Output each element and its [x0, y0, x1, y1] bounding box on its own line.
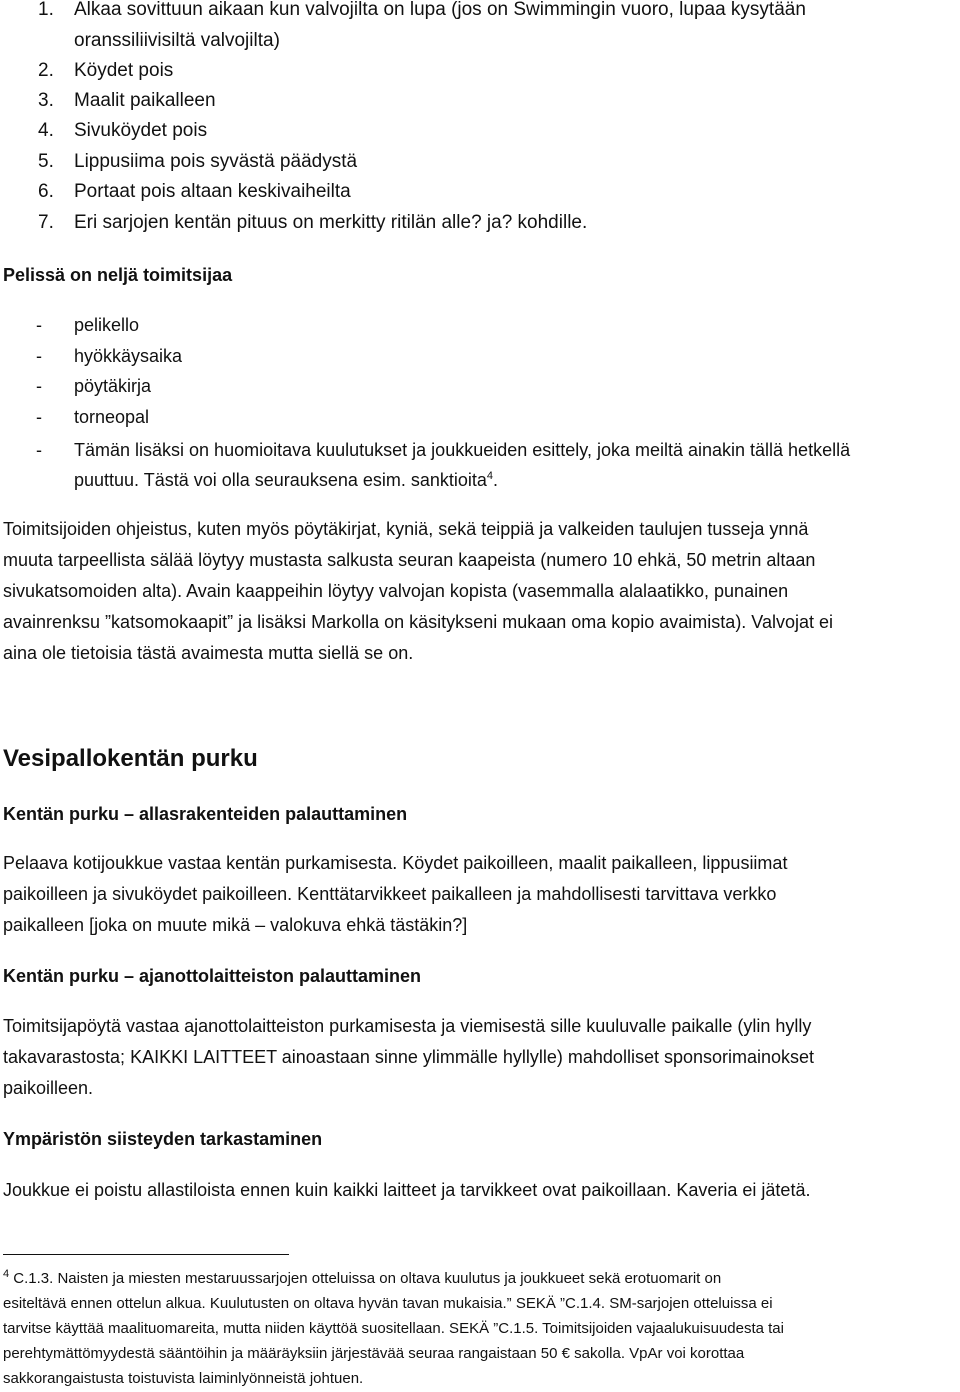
trailing-period: .: [493, 470, 499, 490]
officials-item: [36, 315, 139, 335]
list-number: 2.: [38, 60, 54, 81]
paragraph-line: Joukkue ei poistu allastiloista ennen kuin kaikki laitteet ja tarvikkeet ovat paikoillaan. Kaveria ei jätetä.: [3, 1180, 811, 1200]
dash-bullet: -: [36, 346, 42, 366]
list-item: [38, 182, 351, 202]
list-item: [38, 152, 357, 172]
officials-item: [36, 346, 182, 366]
officials-item-continuation: [74, 470, 498, 490]
subsection-body: [3, 1011, 814, 1104]
list-text: Maalit paikalleen: [74, 90, 216, 111]
footnote-line: perehtymättömyydestä sääntöihin ja määräyksiin järjestävää seuraa rangaistaan 50 € sakolla. VpAr voi korottaa: [3, 1345, 745, 1362]
list-number: 1.: [38, 0, 54, 20]
paragraph-line: avainrenksu ”katsomokaapit” ja lisäksi Markolla on käsitykseni mukaan oma kopio avaimista). Valvojat ei: [3, 612, 834, 632]
footnote-line: sakkorangaistusta toistuvista laiminlyönneistä johtuen.: [3, 1370, 364, 1387]
list-item: [38, 91, 216, 111]
paragraph-line: aina ole tietoisia tästä avaimesta mutta siellä se on.: [3, 643, 414, 663]
footnote: [3, 1266, 784, 1391]
dash-bullet: -: [36, 315, 42, 335]
dash-bullet: -: [36, 407, 42, 427]
officials-item: [36, 376, 151, 396]
officials-heading: Pelissä on neljä toimitsijaa: [3, 265, 233, 285]
officials-item-text: Tämän lisäksi on huomioitava kuulutukset ja joukkueiden esittely, joka meiltä ainakin tällä hetkellä: [74, 440, 851, 460]
footnote-text: C.1.3. Naisten ja miesten mestaruussarjojen otteluissa on oltava kuulutus ja joukkueet sekä erotuomarit on: [9, 1270, 722, 1287]
footnote-line: [3, 1266, 784, 1291]
list-text: Portaat pois altaan keskivaiheilta: [74, 181, 351, 202]
list-number: 6.: [38, 181, 54, 202]
officials-item-text: hyökkäysaika: [74, 346, 183, 366]
footnote-reference[interactable]: 4: [486, 470, 494, 482]
list-number: 5.: [38, 151, 54, 172]
list-number: 3.: [38, 90, 54, 111]
list-item: [38, 0, 806, 20]
list-text: Köydet pois: [74, 60, 174, 81]
paragraph-line: Toimitsijapöytä vastaa ajanottolaitteiston purkamisesta ja viemisestä sille kuuluvalle paikalle (ylin hylly: [3, 1016, 812, 1036]
paragraph-line: paikalleen [joka on muute mikä – valokuva ehkä tästäkin?]: [3, 915, 468, 935]
dash-bullet: -: [36, 376, 42, 396]
paragraph-line: muuta tarpeellista sälää löytyy mustasta salkusta seuran kaapeista (numero 10 ehkä, 50 metrin altaan: [3, 550, 816, 570]
list-item-continuation: oranssiliivisiltä valvojilta): [74, 30, 280, 51]
paragraph-line: Pelaava kotijoukkue vastaa kentän purkamisesta. Köydet paikoilleen, maalit paikalleen, lippusiimat: [3, 853, 788, 873]
list-item: [38, 213, 587, 233]
officials-item-text: torneopal: [74, 407, 150, 427]
list-item: [38, 61, 173, 81]
officials-item: [36, 440, 850, 460]
paragraph-line: Toimitsijoiden ohjeistus, kuten myös pöytäkirjat, kyniä, sekä teippiä ja valkeiden taulujen tusseja ynnä: [3, 519, 809, 539]
instructions-paragraph: [3, 514, 833, 669]
continuation-text: puuttuu. Tästä voi olla seurauksena esim. sanktioita: [74, 470, 487, 490]
paragraph-line: paikoilleen ja sivuköydet paikoilleen. Kenttätarvikkeet paikalleen ja mahdollisesti tarvittava verkko: [3, 884, 777, 904]
subsection-heading: Kentän purku – allasrakenteiden palauttaminen: [3, 804, 408, 824]
subsection-body: [3, 848, 787, 941]
list-text: Eri sarjojen kentän pituus on merkitty ritilän alle? ja? kohdille.: [74, 212, 588, 233]
officials-item: [36, 407, 149, 427]
paragraph-line: paikoilleen.: [3, 1078, 94, 1098]
subsection-body: [3, 1175, 810, 1206]
subsection-heading: Ympäristön siisteyden tarkastaminen: [3, 1129, 323, 1149]
list-text: Sivuköydet pois: [74, 120, 208, 141]
section-title: Vesipallokentän purku: [3, 745, 258, 772]
list-text: Lippusiima pois syvästä päädystä: [74, 151, 358, 172]
paragraph-line: takavarastosta; KAIKKI LAITTEET ainoastaan sinne ylimmälle hyllylle) mahdolliset sponsorimainokset: [3, 1047, 815, 1067]
officials-item-text: pöytäkirja: [74, 376, 152, 396]
dash-bullet: -: [36, 440, 42, 460]
list-number: 7.: [38, 212, 54, 233]
subsection-heading: Kentän purku – ajanottolaitteiston palauttaminen: [3, 966, 422, 986]
footnote-line: esiteltävä ennen ottelun alkua. Kuulutusten on oltava hyvän tavan mukaisia.” SEKÄ ”C.1.4. SM-sarjojen otteluissa ei: [3, 1295, 773, 1312]
list-item: [38, 121, 207, 141]
officials-item-text: pelikello: [74, 315, 140, 335]
paragraph-line: sivukatsomoiden alta). Avain kaappeihin löytyy valvojan kopista (vasemmalla alalaatikko, punainen: [3, 581, 789, 601]
list-number: 4.: [38, 120, 54, 141]
footnote-separator: [3, 1254, 289, 1255]
footnote-line: tarvitse käyttää maalituomareita, mutta niiden käyttöä suositellaan. SEKÄ ”C.1.5. Toimitsijoiden vajaalukuisuudesta tai: [3, 1320, 784, 1337]
footnote-marker: 4: [3, 1268, 10, 1280]
list-text: Alkaa sovittuun aikaan kun valvojilta on lupa (jos on Swimmingin vuoro, lupaa kysytään: [74, 0, 806, 20]
